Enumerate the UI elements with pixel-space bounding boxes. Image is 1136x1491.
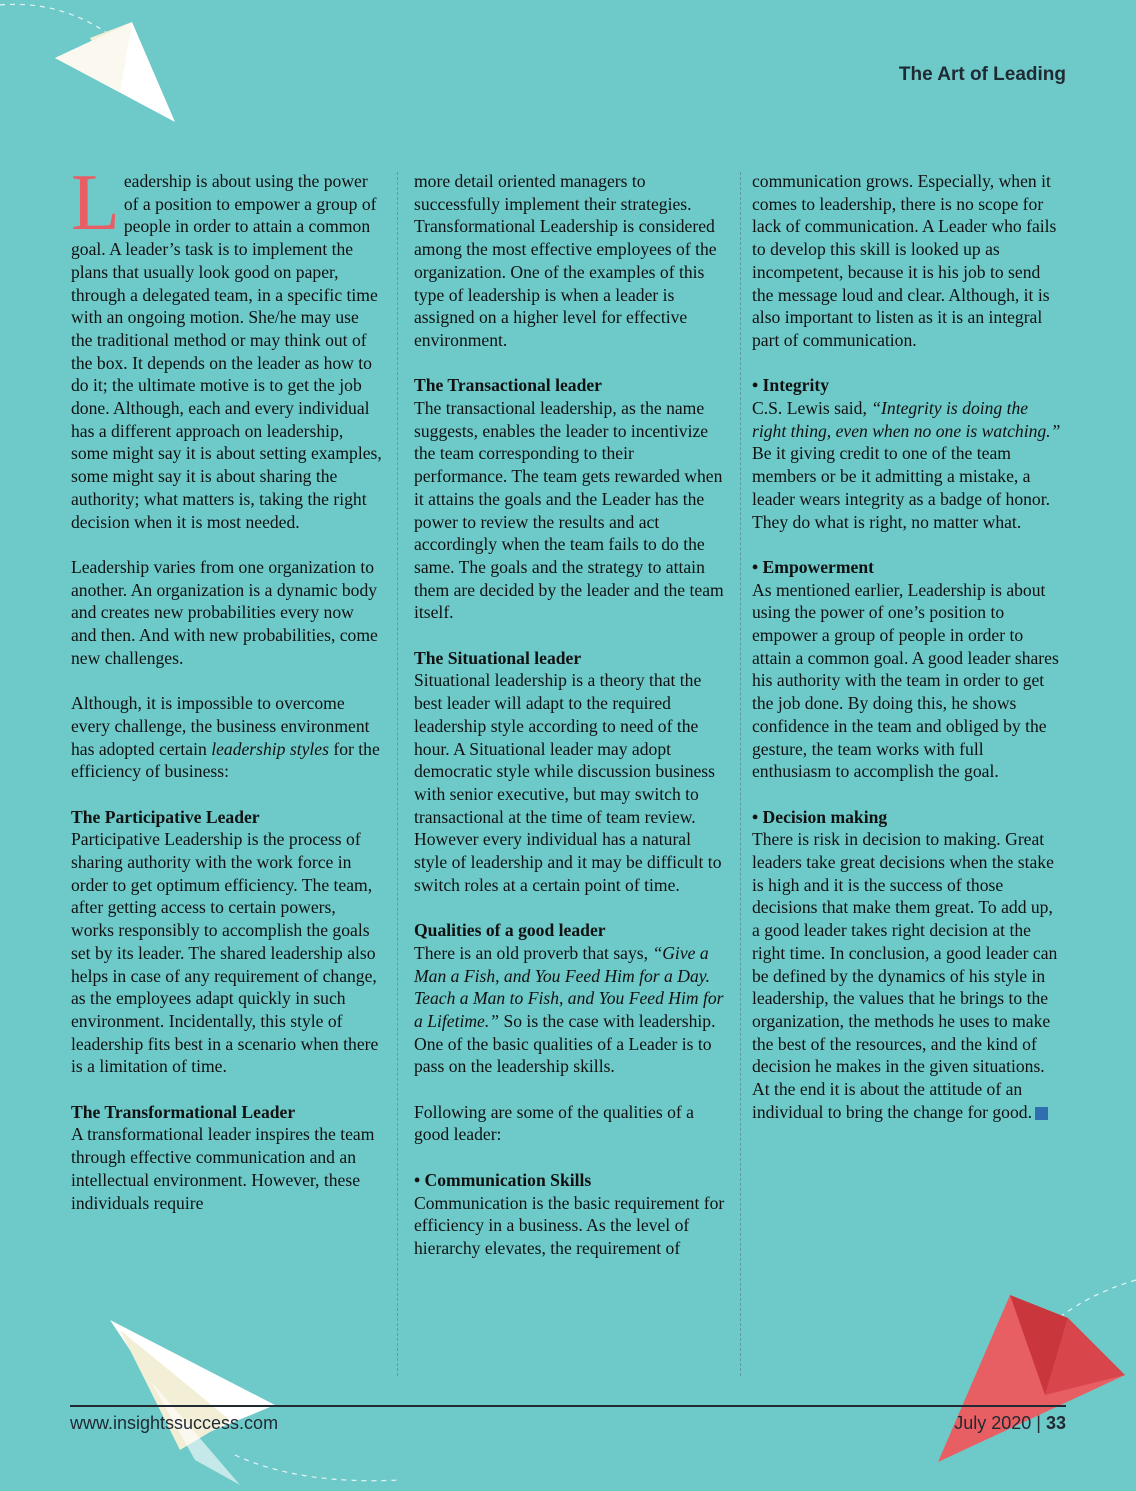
- section-heading-decision: • Decision making: [752, 806, 888, 827]
- section-heading-integrity: • Integrity: [752, 375, 830, 396]
- paper-plane-icon: [55, 22, 175, 122]
- paragraph: Participative Leadership is the process of sharing authority with the work force in order to get optimum efficiency. The team, after getting access to certain powers, works responsibly to accomplish the goals set by its leader. The shared leadership also helps in case of any requirement of change, as the employees adapt quickly in such environment. Incidentally, this style of leadership fits best in a scenario when there is a limitation of time.: [71, 829, 379, 1077]
- paragraph: Communication is the basic requirement for efficiency in a business. As the level of hierarchy elevates, the requirement of: [414, 1192, 725, 1258]
- paragraph: There is risk in decision to making. Great leaders take great decisions when the stake is high and it is the success of those decisions that make them great. To add up, a good leader takes right decision at the right time. In conclusion, a good leader can be defined by the dynamics of his style in leadership, the values that he brings to the organization, the methods he uses to make the best of the resources, and the kind of decision he makes in the given situations. At the end it is about the attitude of an individual to bring the change for good.: [752, 829, 1058, 1122]
- article-column-3: [752, 170, 1064, 1146]
- section-heading-participative: The Participative Leader: [71, 806, 260, 827]
- page-header-title: The Art of Leading: [898, 64, 1066, 85]
- section-heading-transformational: The Transformational Leader: [71, 1101, 296, 1122]
- footer-website: www.insightssuccess.com: [70, 1413, 279, 1433]
- dashed-trail: [0, 4, 110, 35]
- section-heading-transactional: The Transactional leader: [414, 375, 602, 396]
- paper-plane-icon: [110, 1320, 275, 1485]
- paragraph: Although, it is impossible to overcome every challenge, the business environment has adopted certain leadership styles for the efficiency of business:: [71, 693, 380, 782]
- section-heading-situational: The Situational leader: [414, 647, 582, 668]
- paragraph: Following are some of the qualities of a good leader:: [414, 1101, 694, 1145]
- dashed-trail: [235, 1455, 400, 1481]
- footer-separator: |: [1031, 1413, 1046, 1433]
- paragraph: Situational leadership is a theory that the best leader will adapt to the required leadership style according to need of the hour. A Situational leader may adopt democratic style while discussion business with senior executive, but may switch to transactional at the time of team review. However every individual has a natural style of leadership and it may be difficult to switch roles at a certain point of time.: [414, 670, 722, 895]
- section-heading-communication: • Communication Skills: [414, 1169, 592, 1190]
- paper-plane-icon: [938, 1295, 1125, 1462]
- column-divider: [740, 172, 741, 1376]
- intro-paragraph: Leadership is about using the power of a position to empower a group of people in order to attain a common goal. A leader’s task is to implement the plans that usually look good on paper, through a delegated team, in a specific time with an ongoing motion. She/he may use the traditional method or may think out of the box. It depends on the leader as how to do it; the ultimate motive is to get the job done. Although, each and every individual has a different approach on leadership, some might say it is about setting examples, some might say it is about sharing the authority; what matters is, taking the right decision when it is most needed.: [71, 159, 382, 532]
- footer-date: July 2020: [954, 1413, 1032, 1433]
- paragraph: more detail oriented managers to successfully implement their strategies. Transformational Leadership is considered among the most effective employees of the organization. One of the examples of this type of leadership is when a leader is assigned on a higher level for effective environment.: [414, 171, 717, 350]
- paragraph: There is an old proverb that says, “Give a Man a Fish, and You Feed Him for a Day. Teach a Man to Fish, and You Feed Him for a Lifetime.” So is the case with leadership. One of the basic qualities of a Leader is to pass on the leadership skills.: [414, 942, 724, 1077]
- section-heading-qualities: Qualities of a good leader: [414, 920, 606, 941]
- footer-divider: [70, 1405, 1066, 1407]
- footer-date-page: [954, 1413, 1066, 1434]
- paragraph: The transactional leadership, as the name suggests, enables the leader to incentivize the team corresponding to their performance. The team gets rewarded when it attains the goals and the Leader has the power to review the results and act accordingly when the team fails to do the same. The goals and the strategy to attain them are decided by the leader and the team itself.: [414, 398, 724, 623]
- paragraph: Leadership varies from one organization to another. An organization is a dynamic body and creates new probabilities every now and then. And with new probabilities, come new challenges.: [71, 556, 378, 668]
- paragraph: C.S. Lewis said, “Integrity is doing the right thing, even when no one is watching.” Be it giving credit to one of the team members or be it admitting a mistake, a leader wears integrity as a badge of honor. They do what is right, no matter what.: [752, 398, 1061, 532]
- column-divider: [397, 172, 398, 1376]
- section-heading-empowerment: • Empowerment: [752, 556, 874, 577]
- paragraph: As mentioned earlier, Leadership is about using the power of one’s position to empower a group of people in order to attain a common goal. A good leader shares his authority with the team in order to get the job done. By doing this, he shows confidence in the team and obliged by the gesture, the team works with full enthusiasm to accomplish the goal.: [752, 579, 1059, 782]
- page-number: 33: [1045, 1413, 1066, 1433]
- drop-cap: L: [71, 159, 120, 247]
- paragraph: communication grows. Especially, when it comes to leadership, there is no scope for lack of communication. A Leader who fails to develop this skill is looked up as incompetent, because it is his job to send the message loud and clear. Although, it is also important to listen as it is an integral part of communication.: [752, 171, 1057, 350]
- article-column-1: [71, 159, 383, 1237]
- article-column-2: [414, 170, 726, 1282]
- paragraph: A transformational leader inspires the team through effective communication and an intellectual environment. However, these individuals require: [71, 1124, 375, 1213]
- end-of-article-icon: [1035, 1107, 1048, 1120]
